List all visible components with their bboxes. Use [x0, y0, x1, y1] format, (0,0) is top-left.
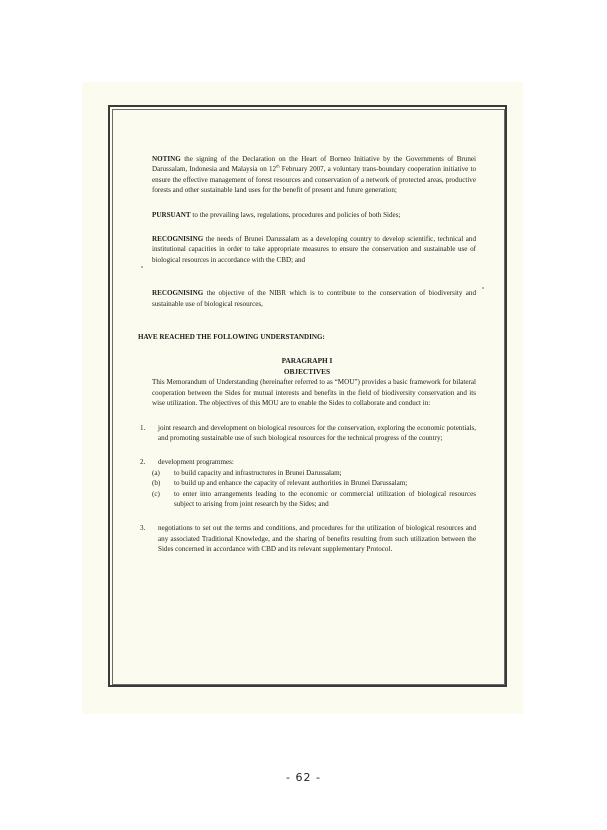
- recognising-lead-2: RECOGNISING: [152, 289, 204, 298]
- page-number: - 62 -: [286, 771, 321, 784]
- sub-item-label: (a): [152, 468, 160, 477]
- objective-number: 2.: [140, 458, 146, 467]
- noting-superscript: th: [276, 164, 280, 170]
- sub-item-c: [138, 489, 476, 510]
- objective-item-2: [138, 457, 476, 467]
- recognising-clause-1: [138, 234, 476, 265]
- understanding-heading: HAVE REACHED THE FOLLOWING UNDERSTANDING:: [138, 333, 325, 342]
- noting-text: the signing of the Declaration on the Heart of Borneo Initiative by the Governments of Brunei Darussalam, Indonesia and Malaysia on 12: [152, 155, 476, 174]
- sub-item-label: (c): [152, 489, 160, 498]
- objectives-intro: This Memorandum of Understanding (hereinafter referred to as “MOU”) provides a basic framework for bilateral cooperation between the Sides for mutual interests and benefits in the field of biodiversity conservation and its wise utilization. The objectives of this MOU are to enable the Sides to collaborate and conduct in:: [152, 378, 476, 408]
- noting-lead: NOTING: [152, 155, 181, 163]
- document-body: [138, 154, 476, 555]
- sub-item-label: (b): [152, 479, 161, 488]
- noting-text-continued: February 2007, a voluntary trans-boundary cooperation initiative to ensure the effective management of forest resources and conservation of a network of protected areas, productive forests and other sustainable land uses for the benefit of present and future generation;: [152, 165, 476, 195]
- pursuant-lead: PURSUANT: [152, 210, 191, 219]
- paragraph-subtitle: OBJECTIVES: [283, 366, 331, 376]
- noting-clause: [138, 154, 476, 196]
- sub-item-text: to enter into arrangements leading to the economic or commercial utilization of biological resources subject to arising from joint research by the Sides; and: [174, 489, 476, 508]
- objective-number: 1.: [140, 423, 146, 432]
- objective-text: development programmes:: [158, 458, 234, 467]
- pursuant-text: to the prevailing laws, regulations, procedures and policies of both Sides;: [190, 210, 401, 219]
- objective-item-1: [138, 423, 476, 444]
- objective-number: 3.: [140, 524, 146, 533]
- scan-speck: [482, 287, 484, 289]
- objective-text: negotiations to set out the terms and conditions, and procedures for the utilization of biological resources and any associated Traditional Knowledge, and the sharing of benefits resulting from such utilization between the Sides concerned in accordance with CBD and its relevant supplementary Protocol.: [158, 524, 476, 554]
- recognising-lead-1: RECOGNISING: [152, 235, 204, 244]
- recognising-clause-2: [138, 288, 476, 309]
- objective-item-3: [138, 523, 476, 554]
- objective-text: joint research and development on biological resources for the conservation, exploring the economic potentials, and promoting sustainable use of such biological resources for the technical progress of the country;: [158, 423, 476, 442]
- sub-item-a: [138, 468, 476, 478]
- paragraph-title: PARAGRAPH I: [281, 356, 333, 366]
- recognising-text-2: the objective of the NIBR which is to contribute to the conservation of biodiversity and sustainable use of biological resources,: [152, 289, 476, 308]
- sub-item-text: to build up and enhance the capacity of relevant authorities in Brunei Darussalam;: [174, 479, 408, 488]
- sub-item-b: [138, 478, 476, 488]
- sub-item-text: to build capacity and infrastructures in Brunei Darussalam;: [174, 468, 342, 477]
- recognising-text-1: the needs of Brunei Darussalam as a developing country to develop scientific, technical and institutional capacities in order to take appropriate measures to ensure the conservation and sustainable use of biological resources in accordance with the CBD; and: [152, 235, 476, 264]
- pursuant-clause: [138, 210, 476, 220]
